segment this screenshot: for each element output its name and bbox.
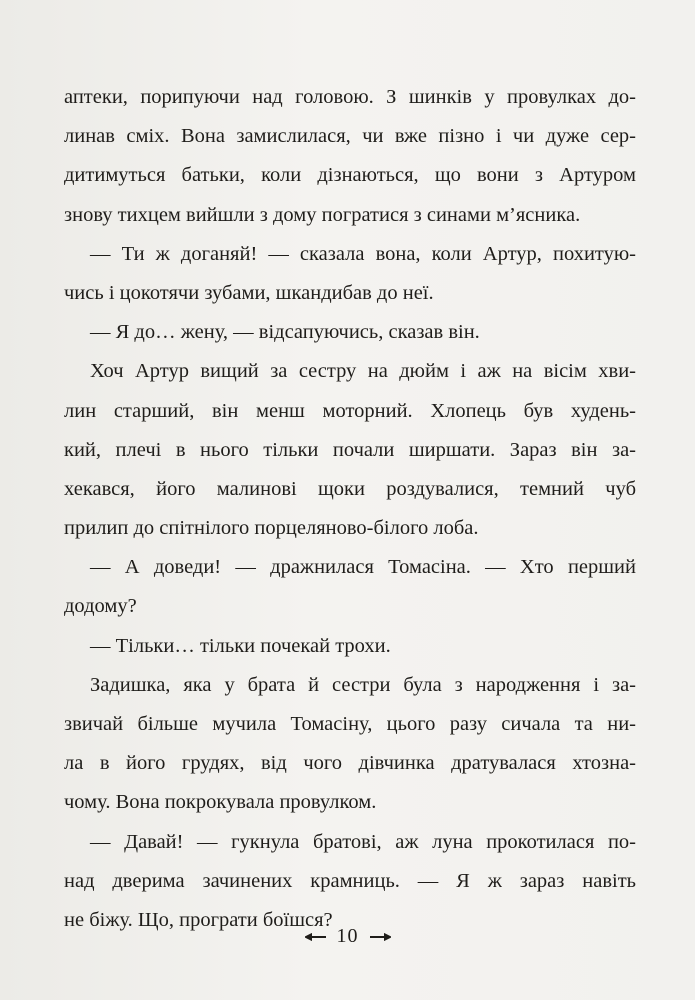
text-line: кий, плечі в нього тільки почали ширшати. Зараз він за- [64, 438, 636, 461]
text-line: над дверима зачинених крамниць. — Я ж зараз навіть [64, 869, 636, 892]
text-line: — Давай! — гукнула братові, аж луна прокотилася по- [90, 830, 636, 853]
text-line: Задишка, яка у брата й сестри була з народження і за- [90, 673, 636, 696]
text-line: дитимуться батьки, коли дізнаються, що вони з Артуром [64, 164, 636, 187]
body-text [64, 78, 636, 940]
folio-ornament-left-icon [305, 933, 327, 941]
text-line: прилип до спітнілого порцеляново-білого лоба. [64, 517, 479, 540]
text-line: — А доведи! — дражнилася Томасіна. — Хто перший [90, 556, 636, 579]
text-line: аптеки, порипуючи над головою. З шинків у провулках до- [64, 86, 636, 108]
text-line: не біжу. Що, програти боїшся? [64, 908, 333, 931]
text-line: ла в його грудях, від чого дівчинка дратувалася хтозна- [64, 752, 636, 775]
text-line: звичай більше мучила Томасіну, цього разу сичала та ни- [64, 713, 636, 735]
folio-ornament-right-icon [369, 933, 391, 941]
text-line: чому. Вона покрокувала провулком. [64, 791, 377, 814]
text-line: — Тільки… тільки почекай трохи. [90, 634, 391, 657]
text-line: — Ти ж доганяй! — сказала вона, коли Артур, похитую- [90, 242, 636, 265]
text-line: линав сміх. Вона замислилася, чи вже пізно і чи дуже сер- [64, 125, 636, 148]
text-line: Хоч Артур вищий за сестру на дюйм і аж на вісім хви- [90, 360, 636, 383]
text-line: чись і цокотячи зубами, шкандибав до неї. [64, 281, 434, 304]
page-folio [0, 925, 695, 948]
text-line: хекався, його малинові щоки роздувалися, темний чуб [64, 477, 636, 500]
text-line: лин старший, він менш моторний. Хлопець був худень- [64, 399, 636, 422]
text-line: додому? [64, 595, 137, 618]
page-number: 10 [336, 925, 359, 947]
text-line: — Я до… жену, — відсапуючись, сказав він. [90, 321, 480, 344]
text-line: знову тихцем вийшли з дому погратися з синами м’ясника. [64, 203, 581, 226]
